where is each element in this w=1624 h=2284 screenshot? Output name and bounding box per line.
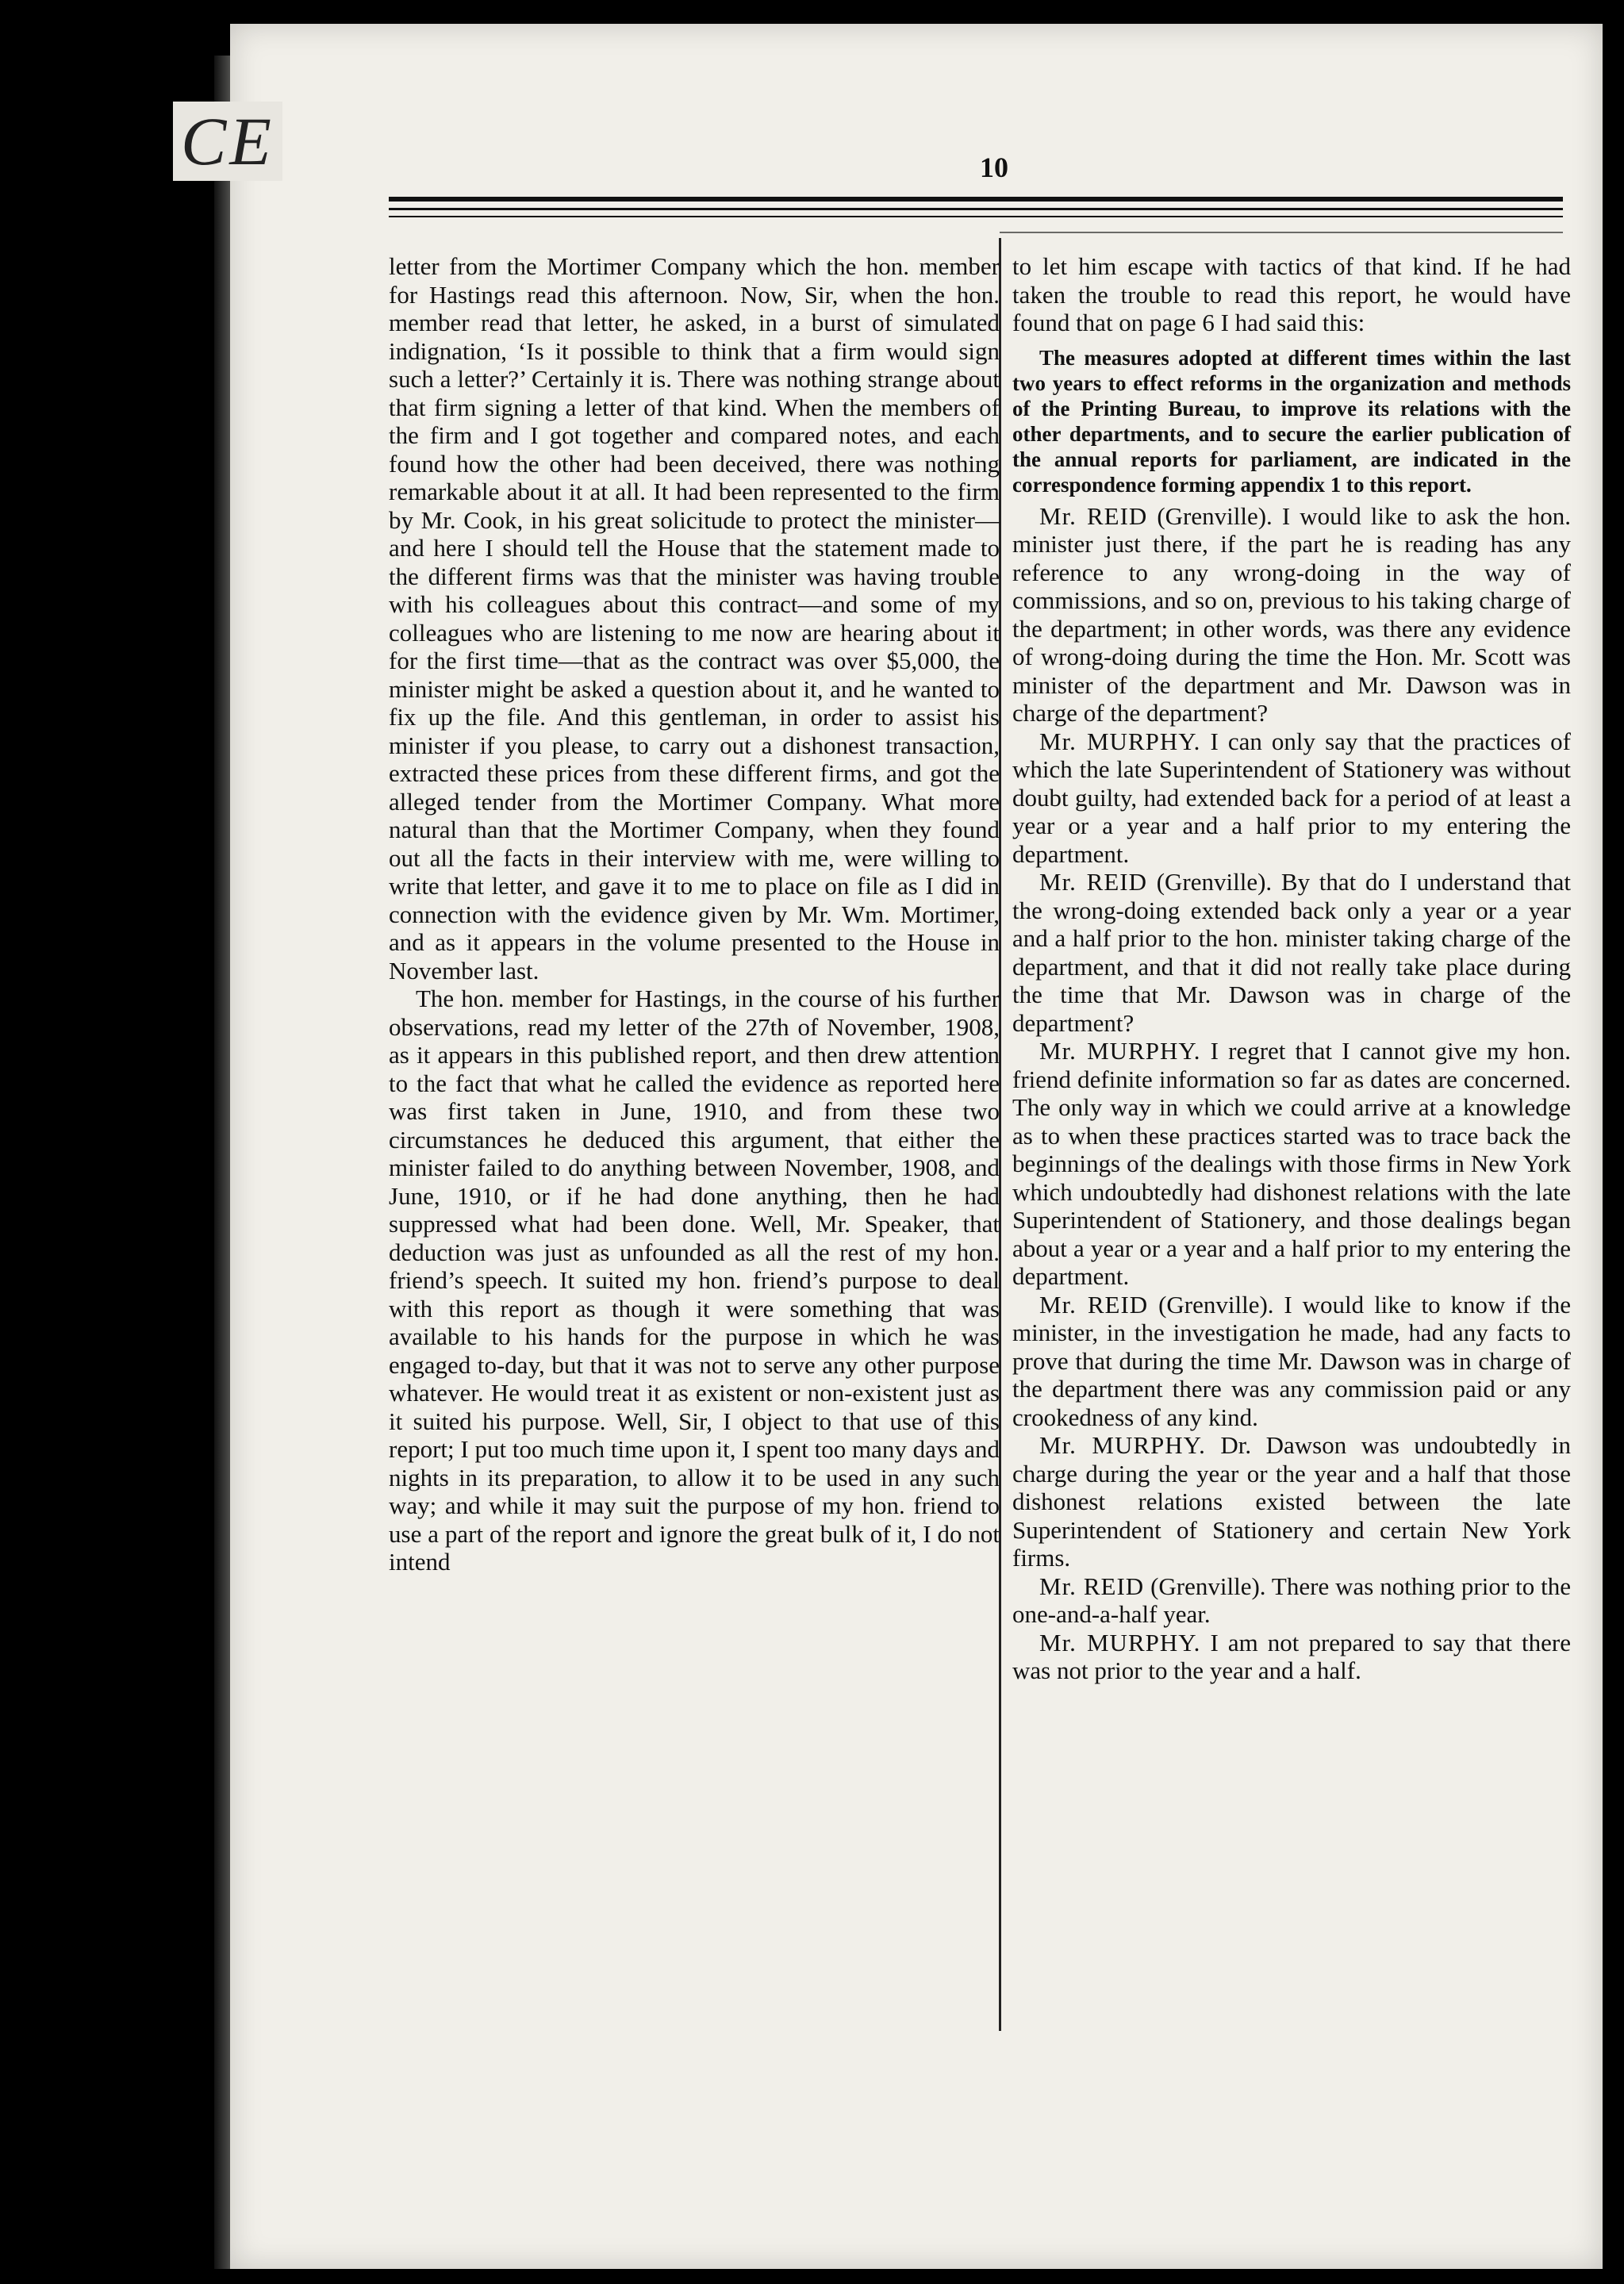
speech-text: (Grenville). I would like to ask the hon. minister just there, if the part he is reading has any reference to any wrong-doing in the way of commissions, and so on, previous to his taking charge of the department; in other words, was there any evidence of wrong-doing during the time the Hon. Mr. Scott was minister of the department and Mr. Dawson was in charge of the department? [1012, 501, 1571, 727]
speaker-name: Mr. REID [1039, 1290, 1149, 1319]
paragraph: to let him escape with tactics of that kind. If he had taken the trouble to read this report, he would have found that on page 6 I had said this: [1012, 252, 1571, 336]
speaker-name: Mr. REID [1039, 868, 1147, 896]
paragraph: The hon. member for Hastings, in the course of his further observations, read my letter of the 27th of November, 1908, as it appears in this published report, and then drew attention to the fact that what he called the evidence as reported here was first taken in June, 1910, and from these two circumstances he deduced this argument, that either the minister failed to do anything between November, 1908, and June, 1910, or if he had done anything, then he had suppressed what had been done. Well, Mr. Speaker, that deduction was just as unfounded as all the rest of my hon. friend’s speech. It suited my hon. friend’s purpose to deal with this report as though it were something that was available to his hands for the purpose in which he was engaged to-day, but that it was not to serve any other purpose whatever. He would treat it as existent or non-existent just as it suited his purpose. Well, Sir, I object to that use of this report; I put too much time upon it, I spent too many days and nights in its preparation, to allow it to be used in any such way; and while it may suit the purpose of my hon. friend to use a part of the report and ignore the great bulk of it, I do not intend [389, 985, 1000, 1576]
speaker-name: Mr. REID [1039, 501, 1148, 530]
exchange-paragraph [1012, 1037, 1571, 1291]
header-rule-thin [389, 208, 1563, 210]
left-column [389, 252, 1000, 1576]
speech-text: (Grenville). I would like to know if the minister, in the investigation he made, had any facts to prove that during the time Mr. Dawson was in charge of the department there was any commission paid or any crookedness of any kind. [1012, 1290, 1571, 1431]
speaker-name: Mr. REID [1039, 1572, 1145, 1600]
speech-text: I regret that I cannot give my hon. friend definite information so far as dates are concerned. The only way in which we could arrive at a knowledge as to when these practices started was to trace back the beginnings of the dealings with those firms in New York which undoubtedly had dishonest relations with the late Superintendent of Stationery, and those dealings began about a year or a year and a half prior to my entering the department. [1012, 1037, 1571, 1290]
paragraph: letter from the Mortimer Company which the hon. member for Hastings read this afternoon. Now, Sir, when the hon. member read that letter, he asked, in a burst of simulated indignation, ‘Is it possible to think that a firm would sign such a letter?’ Certainly it is. There was nothing strange about that firm signing a letter of that kind. When the members of the firm and I got together and compared notes, and each found how the other had been deceived, there was nothing remarkable about it at all. It had been represented to the firm by Mr. Cook, in his great solicitude to protect the minister—and here I should tell the House that the statement made to the different firms was that the minister was having trouble with his colleagues about this contract—and some of my colleagues who are listening to me now are hearing about it for the first time—that as the contract was over $5,000, the minister might be asked a question about it, and he wanted to fix up the file. And this gentleman, in order to assist his minister if you please, to carry out a dishonest transaction, extracted these prices from these different firms, and got the alleged tender from the Mortimer Company. What more natural than that the Mortimer Company, when they found out all the facts in their interview with me, were willing to write that letter, and gave it to me to place on file as I did in connection with the evidence given by Mr. Wm. Mortimer, and as it appears in the volume presented to the House in November last. [389, 252, 1000, 985]
speech-text: (Grenville). There was nothing prior to the one-and-a-half year. [1012, 1572, 1571, 1628]
speech-text: I can only say that the practices of which the late Superintendent of Stationery was without doubt guilty, had extended back for a period of at least a year or a year and a half prior to my entering the department. [1012, 727, 1571, 868]
exchange-paragraph [1012, 1291, 1571, 1432]
exchange-paragraph [1012, 1431, 1571, 1572]
page-number: 10 [980, 152, 1008, 183]
speaker-name: Mr. MURPHY. [1039, 1628, 1201, 1656]
speech-text: Dr. Dawson was undoubtedly in charge during the year or the year and a half that those dishonest relations existed between the late Superintendent of Stationery and certain New York firms. [1012, 1431, 1572, 1572]
exchange-paragraph [1012, 502, 1571, 727]
exchange-paragraph [1012, 868, 1571, 1037]
speaker-name: Mr. MURPHY. [1039, 727, 1201, 755]
right-column [1000, 252, 1571, 1685]
header-rule-dashed [1000, 232, 1563, 233]
exchange-paragraph [1012, 1572, 1571, 1629]
header-rule-thick [389, 197, 1563, 202]
exchange-paragraph [1012, 727, 1571, 869]
speech-text: I am not prepared to say that there was not prior to the year and a half. [1012, 1628, 1571, 1684]
header-rule-thin-2 [389, 216, 1563, 217]
speaker-name: Mr. MURPHY. [1039, 1431, 1206, 1459]
exchange-paragraph [1012, 1629, 1571, 1685]
speech-text: (Grenville). By that do I understand that the wrong-doing extended back only a year or a year and a half prior to the hon. minister taking charge of the department, and that it did not really take place during the time that Mr. Dawson was in charge of the department? [1012, 868, 1572, 1037]
speaker-name: Mr. MURPHY. [1039, 1037, 1201, 1065]
margin-handwriting: CE [173, 102, 282, 181]
block-quote: The measures adopted at different times within the last two years to effect reforms in the organization and methods of the Printing Bureau, to improve its relations with the other departments, and to secure the earlier publication of the annual reports for parliament, are indicated in the correspondence forming appendix 1 to this report. [1012, 345, 1571, 497]
